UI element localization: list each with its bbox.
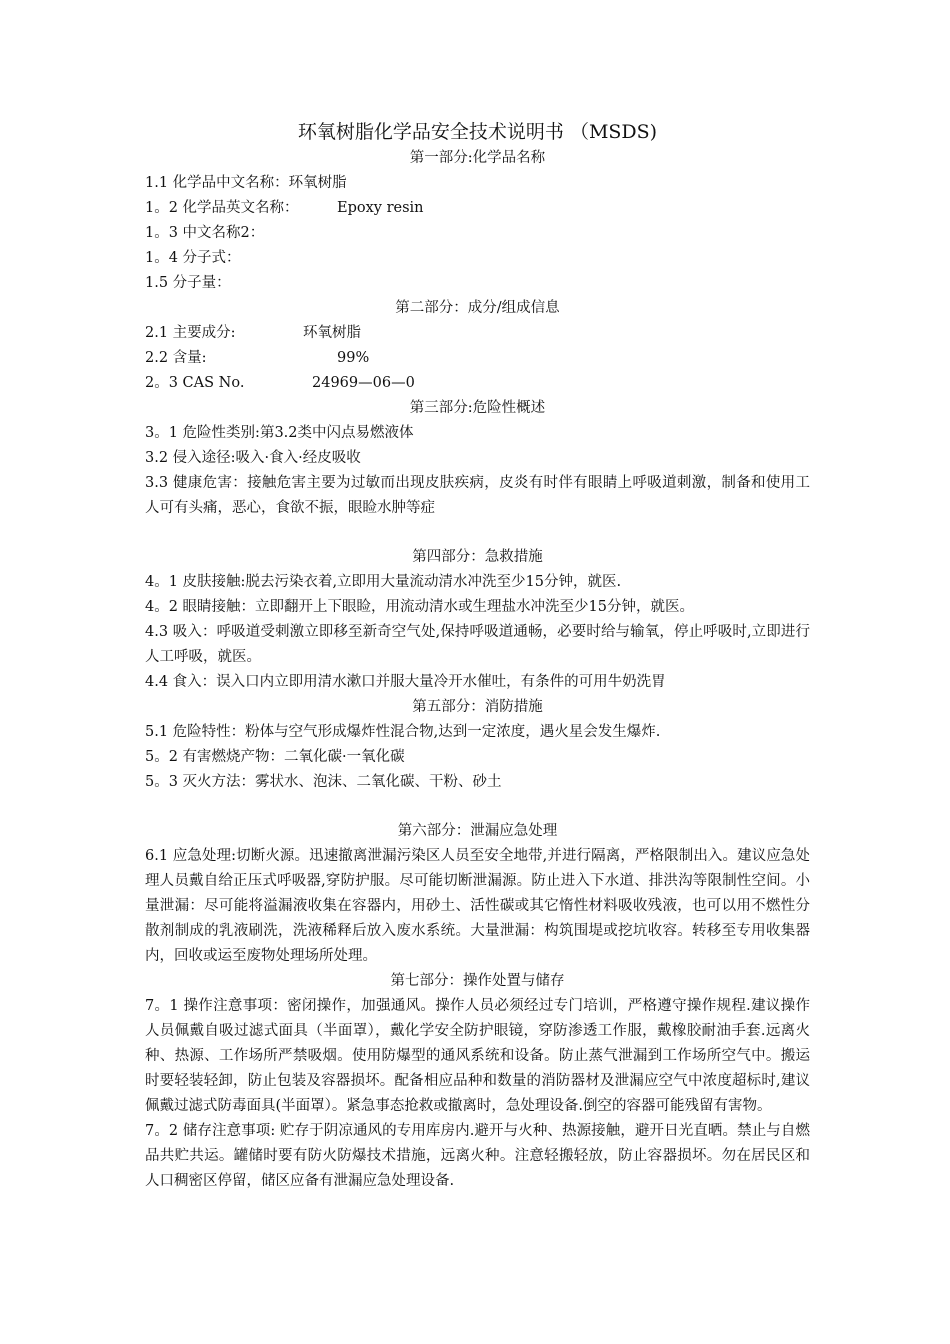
document-page — [145, 118, 810, 1194]
document-title: 环氧树脂化学品安全技术说明书 （MSDS) — [297, 121, 658, 143]
part5-item-2: 5。2 有害燃烧产物：二氧化碳·一氧化碳 — [145, 749, 405, 765]
part2-item-1-value: 环氧树脂 — [303, 325, 361, 341]
part1-item-3 — [145, 221, 810, 246]
part4-item-4: 4.4 食入：误入口内立即用清水漱口并服大量冷开水催吐，有条件的可用牛奶洗胃 — [145, 674, 666, 690]
part6-heading: 第六部分：泄漏应急处理 — [397, 823, 558, 839]
part1-item-1-label: 1.1 化学品中文名称：环氧树脂 — [145, 175, 347, 191]
part7-heading: 第七部分：操作处置与储存 — [390, 973, 565, 989]
part4-item-1: 4。1 皮肤接触:脱去污染衣着,立即用大量流动清水冲洗至少15分钟，就医. — [145, 574, 622, 590]
part1-item-5-label: 1.5 分子量： — [145, 275, 231, 291]
part2-item-2-value: 99% — [337, 350, 370, 366]
part2-item-3-value: 24969—06—0 — [312, 375, 415, 391]
part4-item-2: 4。2 眼睛接触：立即翻开上下眼睑，用流动清水或生理盐水冲洗至少15分钟，就医。 — [145, 599, 695, 615]
part2-item-3-label: 2。3 CAS No. — [145, 375, 245, 391]
part2-item-1 — [145, 321, 810, 346]
part1-item-2-value: Epoxy resin — [337, 200, 424, 216]
part1-item-2 — [145, 196, 810, 221]
part1-item-1 — [145, 171, 810, 196]
part2-item-2-label: 2.2 含量: — [145, 350, 207, 366]
spacer — [145, 521, 810, 545]
part2-heading: 第二部分：成分/组成信息 — [395, 300, 560, 316]
part2-item-2 — [145, 346, 810, 371]
part3-item-1: 3。1 危险性类别:第3.2类中闪点易燃液体 — [145, 425, 414, 441]
part1-item-4 — [145, 246, 810, 271]
part6-item-1: 6.1 应急处理:切断火源。迅速撤离泄漏污染区人员至安全地带,并进行隔离，严格限制出入。建议应急处理人员戴自给正压式呼吸器,穿防护服。尽可能切断泄漏源。防止进入下水道、排洪沟等限制性空间。小量泄漏：尽可能将溢漏液收集在容器内，用砂土、活性碳或其它惰性材料吸收残液，也可以用不燃性分散剂制成的乳液刷洗，洗液稀释后放入废水系统。大量泄漏：构筑围堤或挖坑收容。转移至专用收集器内，回收或运至废物处理场所处理。 — [145, 848, 810, 964]
part3-item-3: 3.3 健康危害：接触危害主要为过敏而出现皮肤疾病，皮炎有时伴有眼睛上呼吸道刺激，制备和使用工人可有头痛，恶心，食欲不振，眼睑水肿等症 — [145, 475, 810, 516]
part1-item-2-label: 1。2 化学品英文名称： — [145, 200, 299, 216]
part1-item-3-label: 1。3 中文名称2： — [145, 225, 265, 241]
part3-heading: 第三部分:危险性概述 — [409, 400, 546, 416]
part4-item-3: 4.3 吸入：呼吸道受刺激立即移至新奇空气处,保持呼吸道通畅，必要时给与输氧，停止呼吸时,立即进行人工呼吸，就医。 — [145, 624, 810, 665]
part2-item-1-label: 2.1 主要成分: — [145, 325, 236, 341]
part2-item-3 — [145, 371, 810, 396]
part5-item-1: 5.1 危险特性：粉体与空气形成爆炸性混合物,达到一定浓度，遇火星会发生爆炸. — [145, 724, 661, 740]
part5-item-3: 5。3 灭火方法：雾状水、泡沫、二氧化碳、干粉、砂土 — [145, 774, 502, 790]
part1-item-4-label: 1。4 分子式： — [145, 250, 241, 266]
part3-item-2: 3.2 侵入途径:吸入·食入·经皮吸收 — [145, 450, 361, 466]
spacer — [145, 795, 810, 819]
part1-item-5 — [145, 271, 810, 296]
part7-item-2: 7。2 储存注意事项: 贮存于阴凉通风的专用库房内.避开与火种、热源接触，避开日光直晒。禁止与自燃品共贮共运。罐储时要有防火防爆技术措施，远离火种。注意轻搬轻放，防止容器损坏。勿在居民区和人口稠密区停留，储区应备有泄漏应急处理设备. — [145, 1123, 810, 1189]
part7-item-1: 7。1 操作注意事项：密闭操作，加强通风。操作人员必须经过专门培训，严格遵守操作规程.建议操作人员佩戴自吸过滤式面具（半面罩），戴化学安全防护眼镜，穿防渗透工作服，戴橡胶耐油手套.远离火种、热源、工作场所严禁吸烟。使用防爆型的通风系统和设备。防止蒸气泄漏到工作场所空气中。搬运时要轻装轻卸，防止包装及容器损坏。配备相应品种和数量的消防器材及泄漏应空气中浓度超标时,建议佩戴过滤式防毒面具(半面罩）。紧急事态抢救或撤离时，急处理设备.倒空的容器可能残留有害物。 — [145, 998, 810, 1114]
part5-heading: 第五部分：消防措施 — [412, 699, 543, 715]
part4-heading: 第四部分：急救措施 — [412, 549, 543, 565]
part1-heading: 第一部分:化学品名称 — [409, 150, 546, 166]
